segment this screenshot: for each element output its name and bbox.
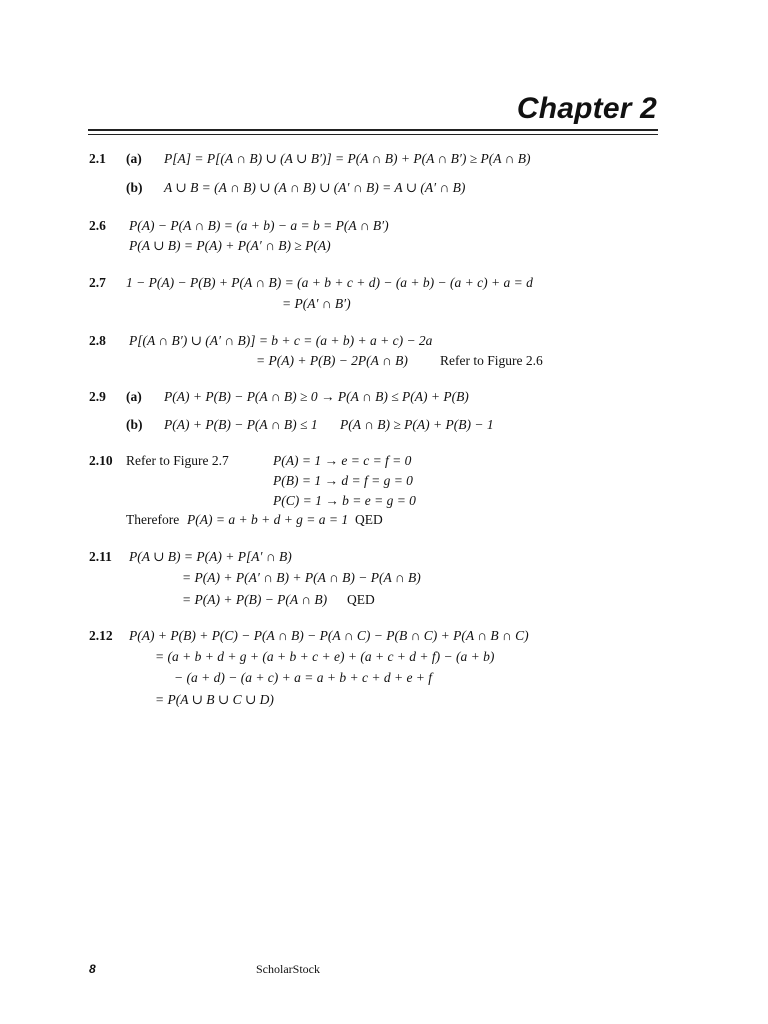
page-number: 8	[89, 962, 96, 976]
problem-number: 2.12	[89, 628, 113, 643]
problem-number: 2.9	[89, 389, 106, 404]
problem-number: 2.1	[89, 151, 106, 166]
problem-number: 2.6	[89, 218, 106, 233]
math-expression: P(A ∪ B) = P(A) + P(A′ ∩ B) ≥ P(A)	[129, 238, 331, 253]
math-expression: P(A) + P(B) + P(C) − P(A ∩ B) − P(A ∩ C) − P(B ∩ C) + P(A ∩ B ∩ C)	[129, 628, 529, 643]
math-expression: − (a + d) − (a + c) + a = a + b + c + d + e + f	[174, 670, 433, 685]
math-expression: P(A) − P(A ∩ B) = (a + b) − a = b = P(A ∩ B′)	[129, 218, 389, 233]
title-rule-thin	[88, 134, 658, 135]
therefore-text: Therefore	[126, 512, 180, 527]
math-expression: P(B) = 1 → d = f = g = 0	[273, 473, 413, 488]
math-expression: = P(A) + P(B) − P(A ∩ B)	[182, 592, 328, 607]
math-expression: P[(A ∩ B′) ∪ (A′ ∩ B)] = b + c = (a + b) + a + c) − 2a	[129, 333, 433, 348]
math-expression: P(A) + P(B) − P(A ∩ B) ≤ 1	[164, 417, 318, 432]
footer-source: ScholarStock	[256, 962, 320, 976]
math-expression: P(A) + P(B) − P(A ∩ B) ≥ 0 → P(A ∩ B) ≤ P(A) + P(B)	[164, 389, 469, 404]
math-expression: A ∪ B = (A ∩ B) ∪ (A ∩ B) ∪ (A′ ∩ B) = A ∪ (A′ ∩ B)	[164, 180, 466, 195]
qed-text: QED	[355, 512, 383, 527]
math-expression: P[A] = P[(A ∩ B) ∪ (A ∪ B′)] = P(A ∩ B) + P(A ∩ B′) ≥ P(A ∩ B)	[164, 151, 531, 166]
part-label: (b)	[126, 417, 143, 432]
chapter-title: Chapter 2	[516, 92, 657, 125]
part-label: (a)	[126, 151, 142, 166]
part-label: (b)	[126, 180, 143, 195]
math-expression: P(A ∪ B) = P(A) + P[A′ ∩ B)	[129, 549, 292, 564]
math-expression: = P(A ∪ B ∪ C ∪ D)	[155, 692, 274, 707]
math-expression: P(A ∩ B) ≥ P(A) + P(B) − 1	[340, 417, 494, 432]
figure-reference: Refer to Figure 2.6	[440, 353, 543, 368]
problem-number: 2.11	[89, 549, 112, 564]
part-label: (a)	[126, 389, 142, 404]
math-expression: = P(A′ ∩ B′)	[282, 296, 351, 311]
title-rule-thick	[88, 129, 658, 131]
math-expression: = (a + b + d + g + (a + b + c + e) + (a + c + d + f) − (a + b)	[155, 649, 495, 664]
math-expression: P(C) = 1 → b = e = g = 0	[273, 493, 416, 508]
figure-reference: Refer to Figure 2.7	[126, 453, 229, 468]
math-expression: P(A) = a + b + d + g = a = 1	[187, 512, 349, 527]
math-expression: P(A) = 1 → e = c = f = 0	[273, 453, 412, 468]
qed-text: QED	[347, 592, 375, 607]
problem-number: 2.8	[89, 333, 106, 348]
math-expression: 1 − P(A) − P(B) + P(A ∩ B) = (a + b + c + d) − (a + b) − (a + c) + a = d	[126, 275, 533, 290]
math-expression: = P(A) + P(B) − 2P(A ∩ B)	[256, 353, 408, 368]
math-expression: = P(A) + P(A′ ∩ B) + P(A ∩ B) − P(A ∩ B)	[182, 570, 421, 585]
problem-number: 2.7	[89, 275, 106, 290]
problem-number: 2.10	[89, 453, 113, 468]
